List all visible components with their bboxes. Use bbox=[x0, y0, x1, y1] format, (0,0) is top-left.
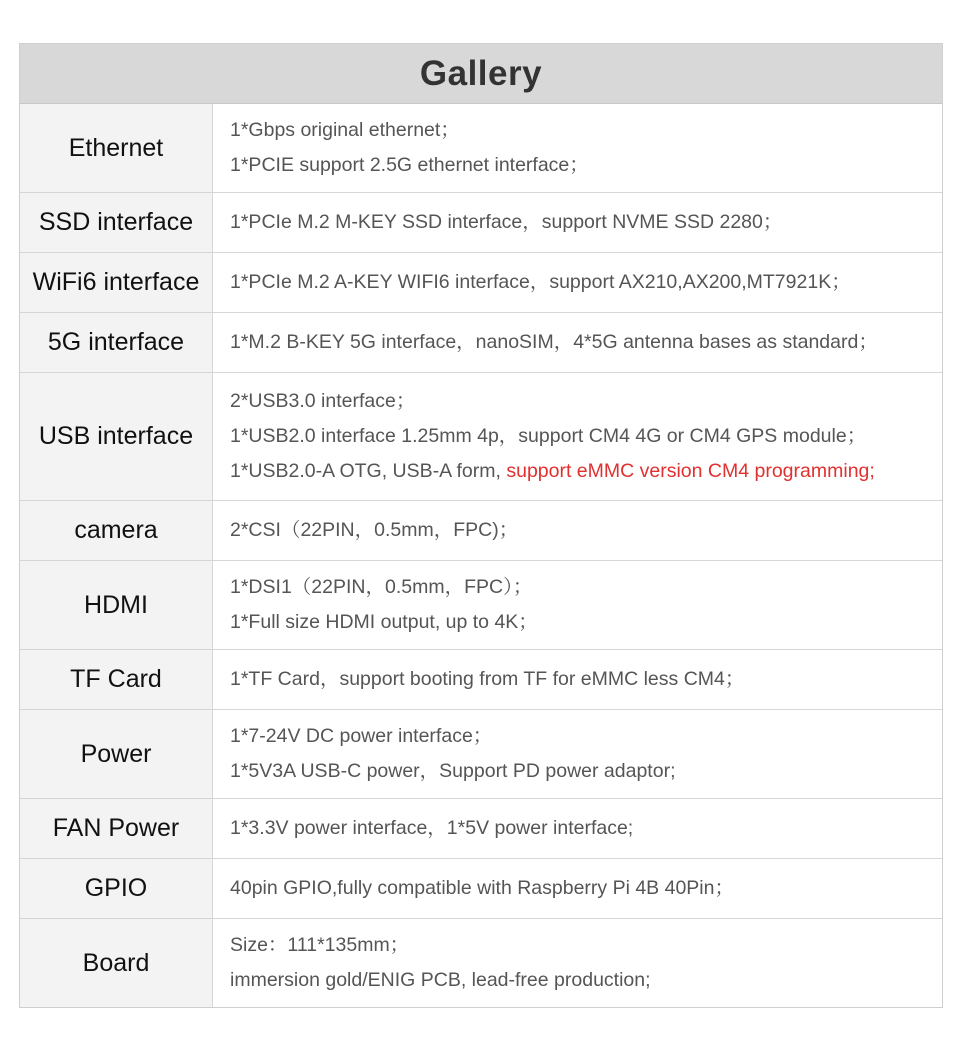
value-line: 1*5V3A USB-C power，Support PD power adaptor; bbox=[230, 760, 676, 782]
value-line: 1*USB2.0 interface 1.25mm 4p，support CM4 4G or CM4 GPS module； bbox=[230, 425, 867, 447]
table-row-gpio bbox=[20, 859, 942, 919]
row-value bbox=[213, 799, 942, 858]
value-line: 1*PCIe M.2 M-KEY SSD interface，support NVME SSD 2280； bbox=[230, 211, 783, 233]
row-label: Power bbox=[20, 710, 213, 798]
value-line: Size：111*135mm； bbox=[230, 934, 410, 956]
row-value bbox=[213, 650, 942, 709]
value-line: 1*PCIE support 2.5G ethernet interface； bbox=[230, 154, 589, 176]
table-row-hdmi bbox=[20, 561, 942, 650]
row-label: TF Card bbox=[20, 650, 213, 709]
row-value bbox=[213, 919, 942, 1007]
table-row-ethernet bbox=[20, 104, 942, 193]
value-line: immersion gold/ENIG PCB, lead-free production; bbox=[230, 969, 651, 991]
value-line: 40pin GPIO,fully compatible with Raspberry Pi 4B 40Pin； bbox=[230, 877, 734, 899]
row-label: SSD interface bbox=[20, 193, 213, 252]
row-label: 5G interface bbox=[20, 313, 213, 372]
row-label: camera bbox=[20, 501, 213, 560]
value-line: 1*DSI1（22PIN，0.5mm，FPC）； bbox=[230, 576, 533, 598]
value-line: 1*3.3V power interface，1*5V power interface; bbox=[230, 817, 634, 839]
value-line: 1*7-24V DC power interface； bbox=[230, 725, 493, 747]
row-label: Ethernet bbox=[20, 104, 213, 192]
spec-table bbox=[19, 43, 943, 1008]
value-line: 1*PCIe M.2 A-KEY WIFI6 interface，support AX210,AX200,MT7921K； bbox=[230, 271, 851, 293]
value-line bbox=[230, 454, 942, 489]
row-label: USB interface bbox=[20, 373, 213, 500]
table-row-tf-card bbox=[20, 650, 942, 710]
row-value bbox=[213, 710, 942, 798]
table-row-wifi6 bbox=[20, 253, 942, 313]
table-header bbox=[20, 44, 942, 104]
highlight-text: support eMMC version CM4 programming; bbox=[506, 460, 875, 482]
row-value bbox=[213, 561, 942, 649]
row-value bbox=[213, 193, 942, 252]
row-value bbox=[213, 253, 942, 312]
row-value bbox=[213, 313, 942, 372]
table-row-usb bbox=[20, 373, 942, 501]
value-line: 1*Gbps original ethernet； bbox=[230, 119, 460, 141]
row-value bbox=[213, 373, 942, 500]
row-label: WiFi6 interface bbox=[20, 253, 213, 312]
table-row-board bbox=[20, 919, 942, 1007]
row-value bbox=[213, 859, 942, 918]
value-line: 1*M.2 B-KEY 5G interface，nanoSIM，4*5G antenna bases as standard； bbox=[230, 331, 878, 353]
value-text: 1*USB2.0-A OTG, USB-A form, bbox=[230, 460, 507, 482]
value-line: 1*Full size HDMI output, up to 4K； bbox=[230, 611, 538, 633]
table-row-5g bbox=[20, 313, 942, 373]
value-line: 2*USB3.0 interface； bbox=[230, 390, 416, 412]
row-label: FAN Power bbox=[20, 799, 213, 858]
value-line: 1*TF Card，support booting from TF for eMMC less CM4； bbox=[230, 668, 745, 690]
row-label: GPIO bbox=[20, 859, 213, 918]
row-label: HDMI bbox=[20, 561, 213, 649]
row-value bbox=[213, 104, 942, 192]
table-row-power bbox=[20, 710, 942, 799]
table-row-ssd bbox=[20, 193, 942, 253]
value-line: 2*CSI（22PIN，0.5mm，FPC)； bbox=[230, 519, 519, 541]
page-title: Gallery bbox=[419, 53, 543, 93]
table-row-fan-power bbox=[20, 799, 942, 859]
row-label: Board bbox=[20, 919, 213, 1007]
row-value bbox=[213, 501, 942, 560]
table-row-camera bbox=[20, 501, 942, 561]
